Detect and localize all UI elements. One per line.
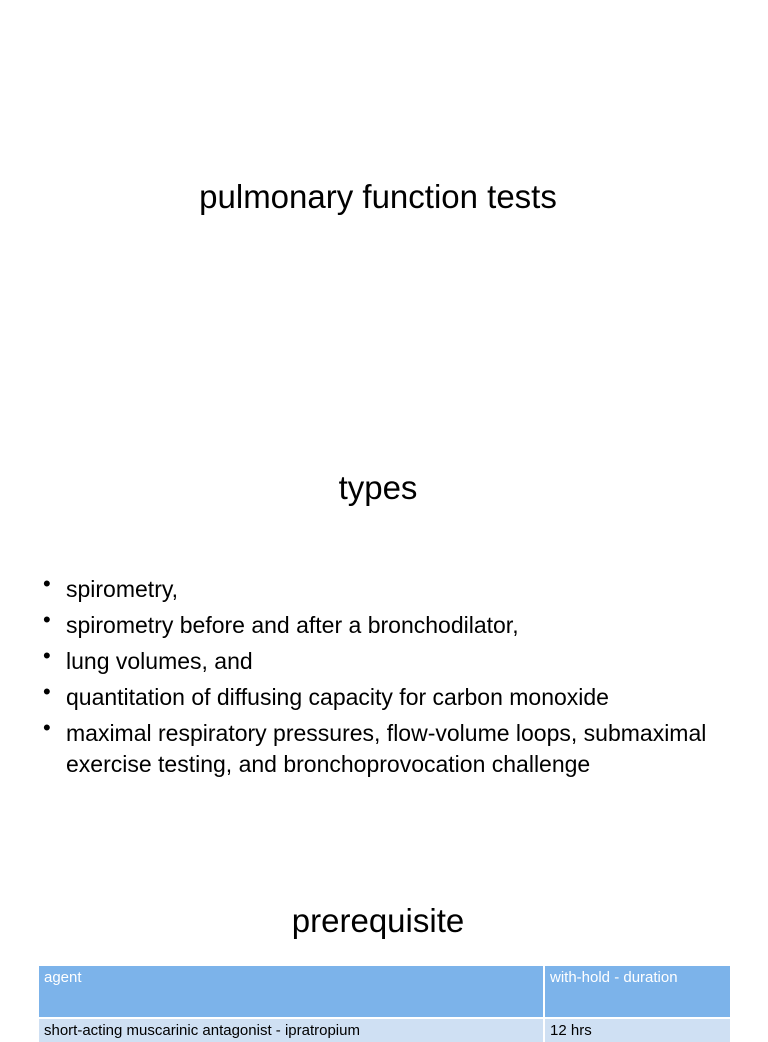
table-row	[39, 1018, 730, 1042]
bullet-icon: •	[43, 715, 51, 740]
slide-title: pulmonary function tests	[199, 178, 557, 215]
column-header-agent: agent	[39, 966, 544, 1018]
bullet-item	[40, 715, 720, 779]
bullet-text: lung volumes, and	[66, 648, 253, 674]
slide-title: types	[338, 469, 418, 506]
bullet-icon: •	[43, 607, 51, 632]
bullet-text: spirometry before and after a bronchodilator,	[66, 612, 519, 638]
bullet-item	[40, 607, 720, 641]
table-header-row	[39, 966, 730, 1018]
prerequisite-slide	[0, 870, 768, 1039]
bullet-icon: •	[43, 643, 51, 668]
bullet-text: spirometry,	[66, 576, 179, 602]
slide-title: prerequisite	[291, 902, 465, 939]
withhold-table	[39, 966, 730, 1042]
table-cell-agent: short-acting muscarinic antagonist - ipratropium	[39, 1018, 544, 1042]
bullet-text: quantitation of diffusing capacity for carbon monoxide	[66, 684, 609, 710]
table-cell-duration: 12 hrs	[544, 1018, 730, 1042]
bullet-item	[40, 571, 720, 605]
bullet-item	[40, 679, 720, 713]
bullet-text: maximal respiratory pressures, flow-volume loops, submaximal exercise testing, and bronchoprovocation challenge	[66, 720, 707, 777]
bullet-item	[40, 643, 720, 677]
column-header-duration: with-hold - duration	[544, 966, 730, 1018]
bullet-icon: •	[43, 679, 51, 704]
bullet-list	[40, 571, 720, 785]
bullet-icon: •	[43, 571, 51, 596]
title-slide	[0, 0, 768, 290]
types-slide	[0, 290, 768, 870]
